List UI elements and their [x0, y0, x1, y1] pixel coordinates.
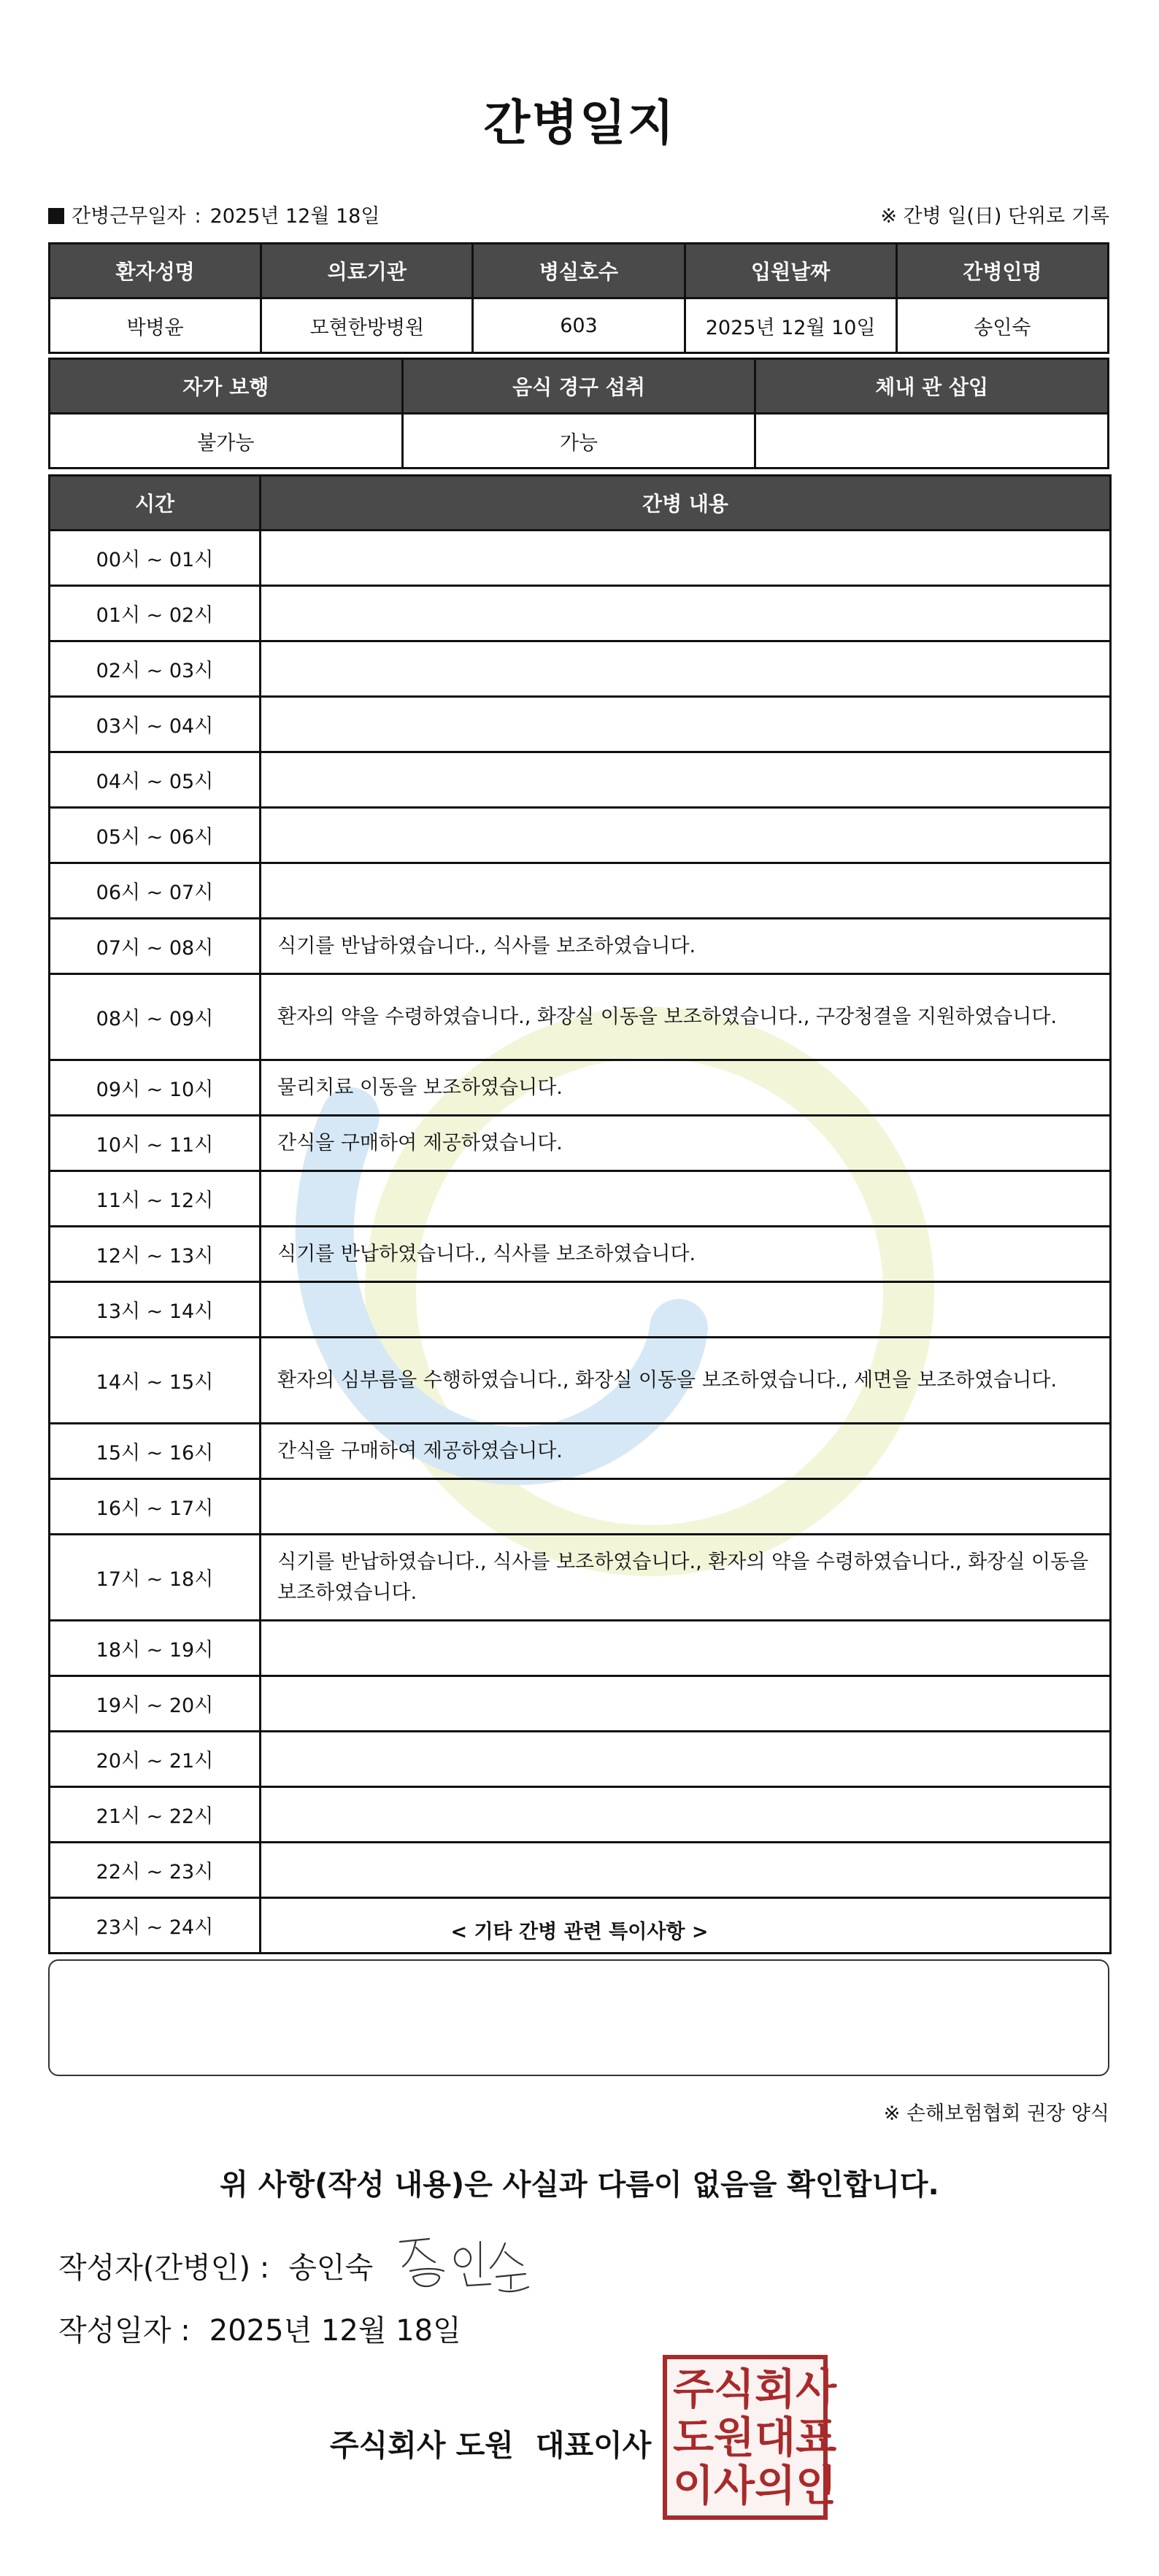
header-hospital: 의료기관	[261, 244, 473, 298]
time-slot: 19시 ~ 20시	[50, 1676, 261, 1732]
care-content	[261, 697, 1111, 752]
notes-box	[48, 1959, 1109, 2076]
time-slot: 05시 ~ 06시	[50, 808, 261, 863]
header-patient-name: 환자성명	[50, 244, 261, 298]
care-content	[261, 1676, 1111, 1732]
care-content: 간식을 구매하여 제공하였습니다.	[261, 1116, 1111, 1171]
seal-char: 원	[714, 2413, 755, 2462]
work-date-colon: :	[194, 205, 201, 228]
header-time: 시간	[50, 476, 261, 531]
care-log-row	[50, 641, 1111, 697]
care-content	[261, 1479, 1111, 1535]
care-content: 식기를 반납하였습니다., 식사를 보조하였습니다.	[261, 919, 1111, 974]
time-slot: 17시 ~ 18시	[50, 1535, 261, 1621]
time-slot: 22시 ~ 23시	[50, 1843, 261, 1898]
care-log-row	[50, 1732, 1111, 1787]
time-slot: 15시 ~ 16시	[50, 1424, 261, 1479]
care-content: 식기를 반납하였습니다., 식사를 보조하였습니다.	[261, 1227, 1111, 1282]
time-slot: 20시 ~ 21시	[50, 1732, 261, 1787]
care-content	[261, 1843, 1111, 1898]
patient-name: 박병윤	[50, 298, 261, 353]
care-content: 식기를 반납하였습니다., 식사를 보조하였습니다., 환자의 약을 수령하였습니다., 화장실 이동을 보조하였습니다.	[261, 1535, 1111, 1621]
care-log-row	[50, 1116, 1111, 1171]
company-name: 주식회사 도원	[330, 2428, 514, 2463]
care-content	[261, 641, 1111, 697]
recording-note: ※ 간병 일(日) 단위로 기록	[880, 205, 1109, 228]
care-content	[261, 531, 1111, 586]
hospital-name: 모현한방병원	[261, 298, 473, 353]
care-log-row	[50, 1171, 1111, 1227]
care-content	[261, 808, 1111, 863]
seal-char: 의	[755, 2461, 796, 2510]
caregiver-name: 송인숙	[896, 298, 1108, 353]
header-care-content: 간병 내용	[261, 476, 1111, 531]
time-slot: 12시 ~ 13시	[50, 1227, 261, 1282]
care-log-header-row	[50, 476, 1111, 531]
company-title: 대표이사	[535, 2428, 652, 2463]
care-log-row	[50, 808, 1111, 863]
time-slot: 04시 ~ 05시	[50, 752, 261, 808]
seal-char: 사	[714, 2461, 755, 2510]
header-oral-intake: 음식 경구 섭취	[402, 359, 755, 414]
care-log-row	[50, 752, 1111, 808]
care-log-table	[48, 474, 1112, 1954]
time-slot: 21시 ~ 22시	[50, 1787, 261, 1843]
care-content	[261, 1621, 1111, 1676]
time-slot: 01시 ~ 02시	[50, 586, 261, 641]
work-date-value: 2025년 12월 18일	[209, 205, 380, 228]
care-log-row	[50, 974, 1111, 1060]
patient-info-table	[48, 242, 1109, 354]
care-content	[261, 1282, 1111, 1338]
time-slot: 14시 ~ 15시	[50, 1338, 261, 1424]
company-line	[330, 2421, 651, 2464]
care-content	[261, 1732, 1111, 1787]
care-log-row	[50, 697, 1111, 752]
time-slot: 02시 ~ 03시	[50, 641, 261, 697]
care-content	[261, 752, 1111, 808]
form-note: ※ 손해보험협회 권장 양식	[883, 2102, 1109, 2125]
seal-char: 도	[673, 2413, 715, 2462]
seal-char: 이	[673, 2461, 715, 2510]
time-slot: 00시 ~ 01시	[50, 531, 261, 586]
header-caregiver-name: 간병인명	[896, 244, 1108, 298]
time-slot: 13시 ~ 14시	[50, 1282, 261, 1338]
time-slot: 08시 ~ 09시	[50, 974, 261, 1060]
seal-char: 회	[755, 2364, 796, 2414]
time-slot: 09시 ~ 10시	[50, 1060, 261, 1116]
care-log-row	[50, 531, 1111, 586]
care-content	[261, 1787, 1111, 1843]
seal-char: 식	[714, 2364, 755, 2414]
write-date-value: 2025년 12월 18일	[209, 2314, 461, 2348]
work-date-label: 간병근무일자	[72, 205, 186, 228]
time-slot: 06시 ~ 07시	[50, 863, 261, 919]
header-room-number: 병실호수	[473, 244, 685, 298]
care-log-row	[50, 1843, 1111, 1898]
time-slot: 03시 ~ 04시	[50, 697, 261, 752]
writer-line	[58, 2245, 373, 2286]
care-log-row	[50, 1282, 1111, 1338]
patient-status-value-row	[50, 414, 1109, 468]
handwritten-signature	[394, 2226, 533, 2299]
admission-date: 2025년 12월 10일	[685, 298, 896, 353]
care-content: 물리치료 이동을 보조하였습니다.	[261, 1060, 1111, 1116]
time-slot: 07시 ~ 08시	[50, 919, 261, 974]
patient-status-table	[48, 358, 1109, 469]
care-log-row	[50, 1535, 1111, 1621]
header-admission-date: 입원날짜	[685, 244, 896, 298]
patient-info-header-row	[50, 244, 1109, 298]
seal-char: 대	[755, 2413, 796, 2462]
care-log-row	[50, 1424, 1111, 1479]
oral-intake-value: 가능	[402, 414, 755, 468]
seal-characters	[673, 2364, 837, 2510]
company-seal	[663, 2355, 837, 2520]
care-log-row	[50, 1227, 1111, 1282]
care-content	[261, 586, 1111, 641]
tube-insertion-value	[755, 414, 1109, 468]
care-log-row	[50, 919, 1111, 974]
writer-label: 작성자(간병인) :	[58, 2251, 270, 2285]
care-log-row	[50, 1787, 1111, 1843]
care-content: 간식을 구매하여 제공하였습니다.	[261, 1424, 1111, 1479]
black-square-icon	[48, 208, 64, 224]
care-content: 환자의 약을 수령하였습니다., 화장실 이동을 보조하였습니다., 구강청결을 지원하였습니다.	[261, 974, 1111, 1060]
time-slot: 11시 ~ 12시	[50, 1171, 261, 1227]
write-date-line	[58, 2307, 461, 2349]
confirmation-statement: 위 사항(작성 내용)은 사실과 다름이 없음을 확인합니다.	[220, 2168, 939, 2202]
header-tube-insertion: 체내 관 삽입	[755, 359, 1109, 414]
page-title: 간병일지	[483, 95, 676, 151]
self-walking-value: 불가능	[50, 414, 403, 468]
seal-char: 사	[796, 2364, 837, 2414]
care-log-row	[50, 1621, 1111, 1676]
meta-row	[48, 200, 1109, 229]
notes-title: < 기타 간병 관련 특이사항 >	[450, 1921, 709, 1943]
seal-char: 표	[796, 2413, 837, 2462]
care-content: 환자의 심부름을 수행하였습니다., 화장실 이동을 보조하였습니다., 세면을 보조하였습니다.	[261, 1338, 1111, 1424]
work-date	[48, 200, 380, 228]
header-self-walking: 자가 보행	[50, 359, 403, 414]
patient-info-value-row	[50, 298, 1109, 353]
seal-char: 주	[673, 2364, 715, 2414]
care-content	[261, 863, 1111, 919]
care-log-row	[50, 1676, 1111, 1732]
time-slot: 23시 ~ 24시	[50, 1898, 261, 1954]
write-date-label: 작성일자 :	[58, 2314, 190, 2348]
care-log-row	[50, 1060, 1111, 1116]
time-slot: 18시 ~ 19시	[50, 1621, 261, 1676]
care-content	[261, 1171, 1111, 1227]
time-slot: 10시 ~ 11시	[50, 1116, 261, 1171]
care-log-row	[50, 1479, 1111, 1535]
care-log-row	[50, 586, 1111, 641]
care-log-row	[50, 863, 1111, 919]
room-number: 603	[473, 298, 685, 353]
care-log-body	[50, 531, 1111, 1954]
patient-status-header-row	[50, 359, 1109, 414]
care-log-row	[50, 1338, 1111, 1424]
seal-char: 인	[796, 2461, 837, 2510]
writer-name: 송인숙	[288, 2251, 374, 2285]
time-slot: 16시 ~ 17시	[50, 1479, 261, 1535]
